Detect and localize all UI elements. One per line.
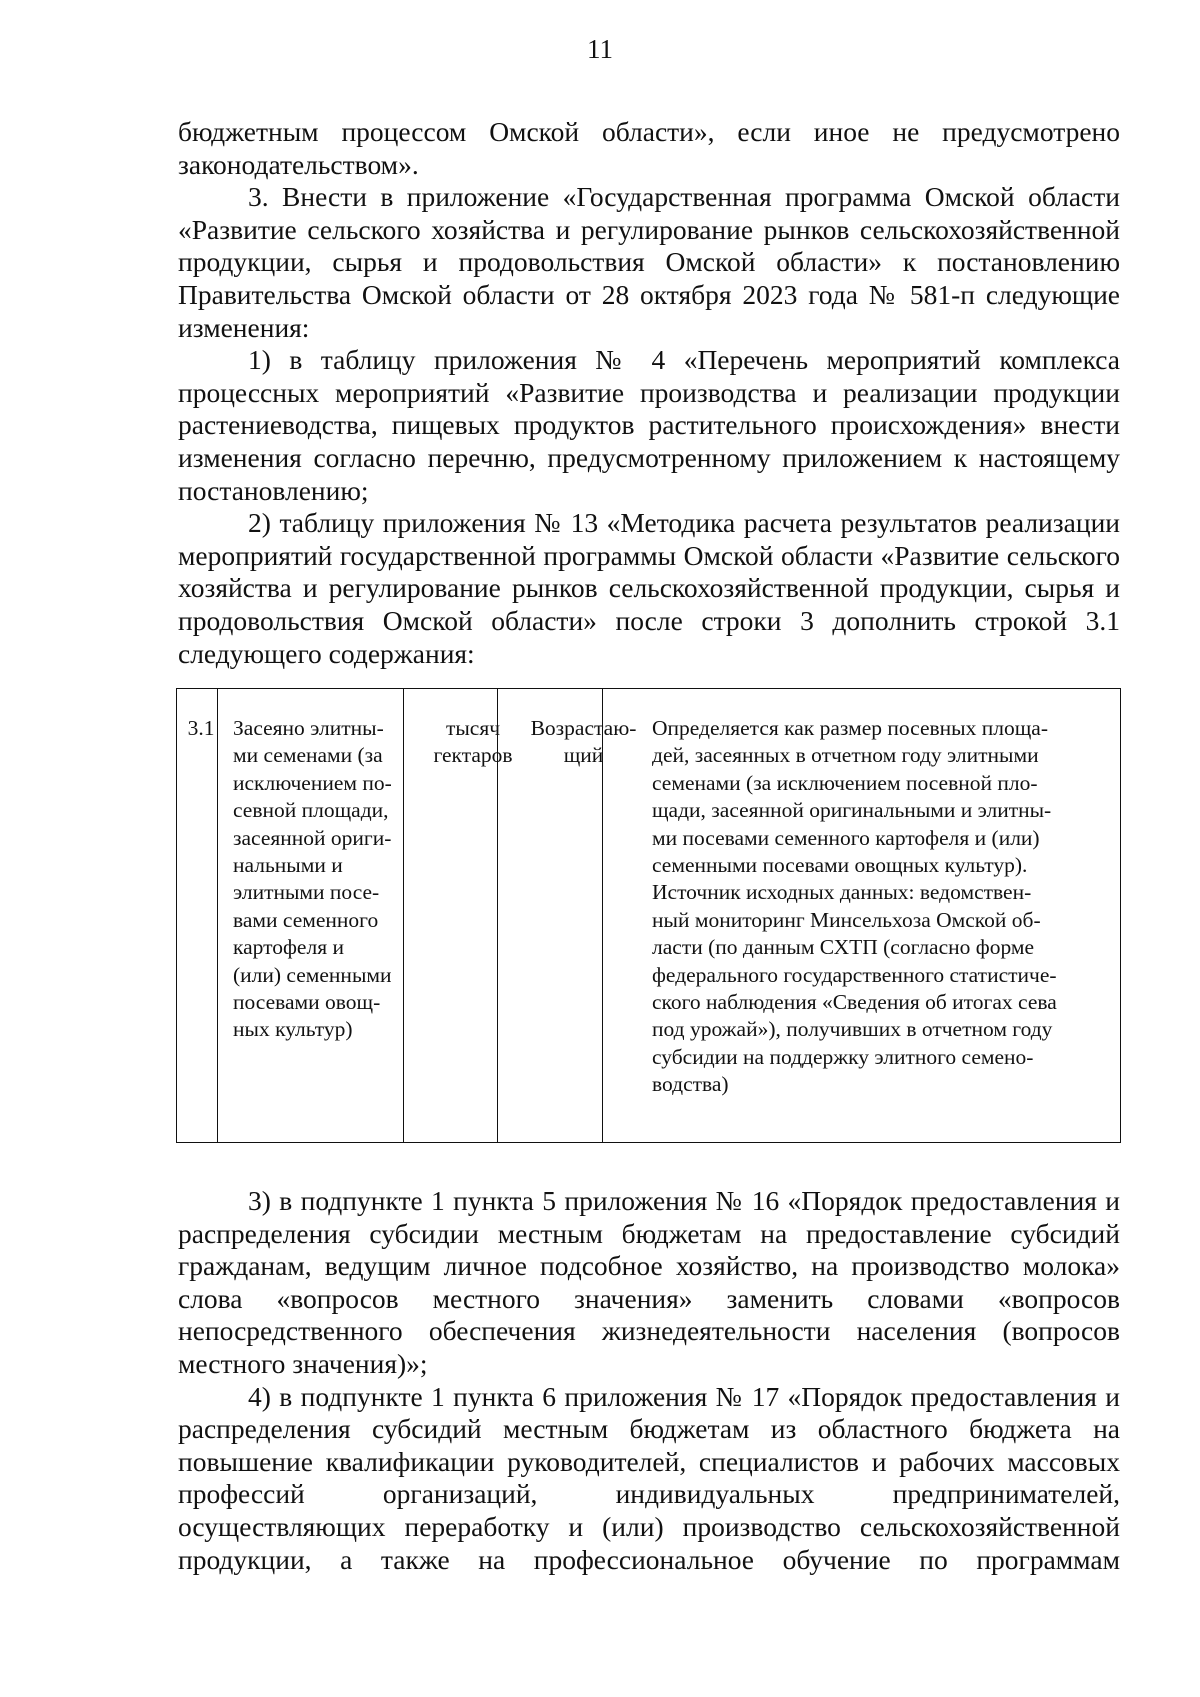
table-cell-direction — [522, 715, 645, 770]
method-line: субсидии на поддержку элитного семено- — [652, 1044, 1034, 1069]
paragraph-item-3: 3. Внести в приложение «Государственная программа Омской области «Развитие сельского хозяйства и регулирование рынков сельскохозяйственной продукции, сырья и продовольствия Омской области» к постановлению Правительства Омской области от 28 октября 2023 года № 581-п следующие изменения: — [178, 181, 1120, 343]
method-line: федерального государственного статистиче- — [652, 962, 1057, 987]
paragraph-subitem-1: 1) в таблицу приложения № 4 «Перечень мероприятий комплекса процессных мероприятий «Развитие производства и реализации продукции растениеводства, пищевых продуктов растительного происхождения» внести изменения согласно перечню, предусмотренному приложением к настоящему постановлению; — [178, 344, 1120, 506]
indicator-name-line: нальными и — [233, 853, 343, 878]
indicator-name-line: ных культур) — [233, 1017, 353, 1042]
method-line: дей, засеянных в отчетном году элитными — [652, 743, 1039, 768]
row-number: 3.1 — [187, 716, 215, 740]
method-line: семенами (за исключением посевной пло- — [652, 770, 1038, 795]
paragraph-continuation: бюджетным процессом Омской области», если иное не предусмотрено законодательством». — [178, 116, 1120, 180]
methodology-table — [176, 688, 1121, 1143]
indicator-name-line: ми семенами (за — [233, 743, 383, 768]
indicator-name-line: посевами овощ- — [233, 990, 381, 1015]
indicator-name-line: засеянной ориги- — [233, 825, 392, 850]
paragraph-subitem-3: 3) в подпункте 1 пункта 5 приложения № 16 «Порядок предоставления и распределения субсидии местным бюджетам на предоставление субсидий гражданам, ведущим личное подсобное хозяйство, на производство молока» слова «вопросов местного значения» заменить словами «вопросов непосредственного обеспечения жизнедеятельности населения (вопросов местного значения)»; — [178, 1185, 1120, 1379]
unit-line: тысяч — [445, 716, 501, 740]
indicator-name-line: (или) семенными — [233, 962, 392, 987]
method-line: семенными посевами овощных культур). — [652, 853, 1028, 878]
paragraph-subitem-4: 4) в подпункте 1 пункта 6 приложения № 17 «Порядок предоставления и распределения субсидий местным бюджетам из областного бюджета на повышение квалификации руководителей, специалистов и рабочих массовых профессий организаций, индивидуальных предпринимателей, осуществляющих переработку и (или) производство сельскохозяйственной продукции, а также на профессиональное обучение по программам — [178, 1380, 1120, 1575]
table-cell-indicator-name — [233, 715, 428, 1044]
method-line: ласти (по данным СХТП (согласно форме — [652, 935, 1035, 960]
unit-line: гектаров — [433, 743, 513, 768]
method-line: ми посевами семенного картофеля и (или) — [652, 825, 1040, 850]
indicator-name-line: элитными посе- — [233, 880, 380, 905]
table-cell-row-number — [181, 715, 221, 742]
method-line: Определяется как размер посевных площа- — [652, 716, 1048, 740]
method-line: под урожай»), получивших в отчетном году — [652, 1017, 1053, 1042]
method-line: ный мониторинг Минсельхоза Омской об- — [652, 907, 1041, 932]
body-text-top — [178, 116, 1120, 670]
table-column-divider — [217, 689, 218, 1142]
direction-line: Возрастаю- — [530, 716, 637, 740]
indicator-name-line: вами семенного — [233, 907, 379, 932]
method-line: Источник исходных данных: ведомствен- — [652, 880, 1032, 905]
method-line: водства) — [652, 1072, 729, 1097]
indicator-name-line: севной площади, — [233, 798, 389, 823]
direction-line: щий — [563, 743, 604, 768]
indicator-name-line: исключением по- — [233, 770, 392, 795]
paragraph-subitem-2: 2) таблицу приложения № 13 «Методика расчета результатов реализации мероприятий государственной программы Омской области «Развитие сельского хозяйства и регулирование рынков сельскохозяйственной продукции, сырья и продовольствия Омской области» после строки 3 дополнить строкой 3.1 следующего содержания: — [178, 507, 1120, 669]
indicator-name-line: Засеяно элитны- — [233, 716, 384, 740]
page-number: 11 — [587, 34, 613, 64]
method-line: ского наблюдения «Сведения об итогах сева — [652, 990, 1057, 1015]
table-cell-unit — [426, 715, 520, 770]
method-line: щади, засеянной оригинальными и элитны- — [652, 798, 1052, 823]
body-text-bottom — [178, 1185, 1120, 1576]
table-cell-calculation-method — [652, 715, 1118, 1099]
indicator-name-line: картофеля и — [233, 935, 344, 960]
